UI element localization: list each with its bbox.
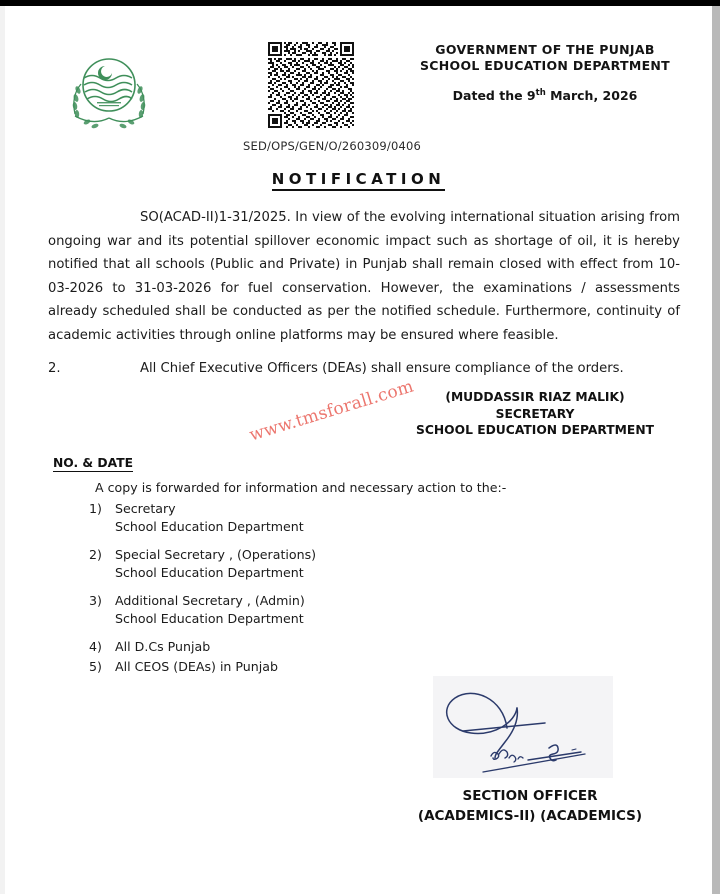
clause-2-number: 2. [48, 361, 61, 376]
list-item-index: 1) [89, 501, 102, 516]
page-right-margin [712, 6, 720, 894]
list-item-line-2: School Education Department [115, 611, 304, 626]
reference-number: SED/OPS/GEN/O/260309/0406 [243, 139, 422, 153]
date-rest: March, 2026 [545, 88, 638, 104]
punjab-government-emblem-icon [61, 40, 157, 140]
clause-2-text: All Chief Executive Officers (DEAs) shall ensure compliance of the orders. [140, 361, 624, 376]
list-item-line-1: All D.Cs Punjab [115, 639, 211, 654]
document-date [385, 88, 705, 103]
list-item-text [115, 500, 304, 536]
watermark: www.tmsforall.com [247, 376, 417, 446]
list-item-line-2: School Education Department [115, 565, 304, 580]
footer-title-line-2: (ACADEMICS-II) (ACADEMICS) [417, 808, 643, 824]
page-title [5, 169, 712, 188]
distribution-list [89, 500, 649, 678]
list-item-text [115, 592, 305, 628]
list-item-line-1: Additional Secretary , (Admin) [115, 593, 305, 608]
list-item [89, 592, 649, 628]
list-item-line-1: Special Secretary , (Operations) [115, 547, 317, 562]
list-item-text [115, 546, 316, 582]
list-item-index: 3) [89, 593, 102, 608]
signatory-designation: SECRETARY [495, 406, 575, 421]
signatory-name: (MUDDASSIR RIAZ MALIK) [445, 390, 625, 404]
distribution-intro: A copy is forwarded for information and necessary action to the:- [95, 480, 507, 495]
government-heading [385, 42, 705, 103]
list-item-line-1: All CEOS (DEAs) in Punjab [115, 659, 278, 674]
date-ordinal-suffix: th [535, 88, 546, 98]
no-and-date-heading: NO. & DATE [53, 456, 133, 470]
list-item-index: 4) [89, 639, 102, 654]
list-item [89, 500, 649, 536]
list-item-text [115, 658, 278, 676]
list-item-text [115, 638, 210, 656]
list-item [89, 638, 649, 656]
body-paragraph: SO(ACAD-II)1-31/2025. In view of the evolving international situation arising from ongoing war and its potential spillover economic impact such as shortage of oil, it is hereby notified that all schools (Public and Private) in Punjab shall remain closed with effect from 10-03-2026 to 31-03-2026 for fuel conservation. However, the examinations / assessments already scheduled shall be conducted as per the notified schedule. Furthermore, continuity of academic activities through online platforms may be ensured where feasible. [48, 210, 680, 343]
government-line-2: SCHOOL EDUCATION DEPARTMENT [419, 58, 671, 73]
notification-page [5, 6, 712, 894]
date-prefix: Dated the 9 [452, 88, 536, 104]
list-item-line-2: School Education Department [115, 519, 304, 534]
government-line-1: GOVERNMENT OF THE PUNJAB [435, 42, 655, 57]
footer-title-line-1: SECTION OFFICER [462, 788, 598, 804]
qr-code-icon [268, 42, 354, 128]
signatory-block [385, 389, 685, 439]
clause-2 [48, 359, 680, 379]
list-item-index: 2) [89, 547, 102, 562]
footer-signature-title [365, 786, 695, 826]
list-item [89, 546, 649, 582]
signature-image [433, 676, 613, 778]
notification-title-text: NOTIFICATION [272, 170, 446, 191]
list-item-line-1: Secretary [115, 501, 176, 516]
signatory-department: SCHOOL EDUCATION DEPARTMENT [416, 423, 654, 437]
list-item [89, 658, 649, 676]
list-item-index: 5) [89, 659, 102, 674]
